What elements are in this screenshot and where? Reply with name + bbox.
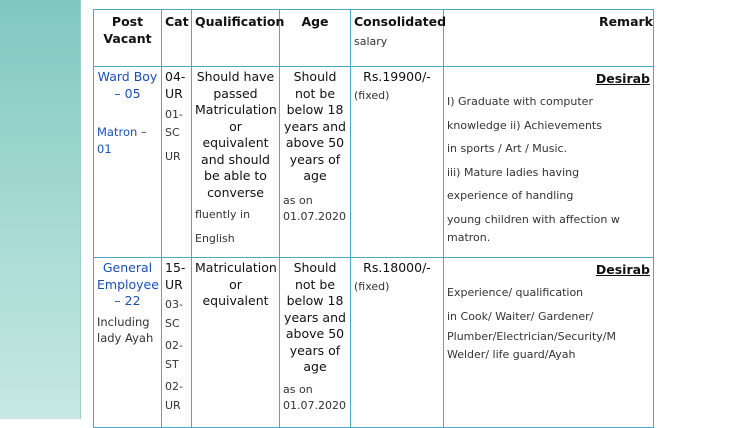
age-cell xyxy=(280,258,351,428)
remark-cell xyxy=(444,258,654,428)
remark-cell xyxy=(444,67,654,258)
salary-fixed: (fixed) xyxy=(354,279,390,293)
remark-line: I) Graduate with computer xyxy=(447,95,593,108)
table-header-row xyxy=(94,10,654,67)
remark-line: knowledge ii) Achievements xyxy=(447,118,602,132)
post-cell xyxy=(94,67,162,258)
remark-line: young children with affection w xyxy=(447,212,620,226)
remark-line: matron. xyxy=(447,231,491,244)
cat-line: ST xyxy=(165,358,179,371)
header-age: Age xyxy=(280,10,351,67)
qualification-text: Should have passed Matriculation or equivalent and should be able to converse xyxy=(195,69,277,200)
table-row xyxy=(94,67,654,258)
qualification-text: Matriculation or equivalent xyxy=(195,260,277,308)
header-post-vacant: Post Vacant xyxy=(94,10,162,67)
cat-line: 02- xyxy=(165,339,183,352)
age-cell xyxy=(280,67,351,258)
remark-line: Welder/ life guard/Ayah xyxy=(447,348,576,361)
header-salary-top: Consolidated xyxy=(354,14,447,29)
remark-line: Experience/ qualification xyxy=(447,286,584,299)
cat-line: 02- xyxy=(165,380,183,393)
remark-line: Plumber/Electrician/Security/M xyxy=(447,330,616,343)
qualification-english: English xyxy=(195,232,235,245)
age-date: 01.07.2020 xyxy=(283,209,346,223)
cat-main: 04-UR xyxy=(165,69,186,101)
salary-cell xyxy=(351,67,444,258)
age-date: 01.07.2020 xyxy=(283,398,346,412)
age-text: Should not be below 18 years and above 50 years of age xyxy=(284,260,346,374)
remark-line: experience of handling xyxy=(447,189,574,202)
qualification-cell xyxy=(192,258,280,428)
qualification-cell xyxy=(192,67,280,258)
salary-amount: Rs.18000/- xyxy=(363,260,431,275)
salary-fixed: (fixed) xyxy=(354,88,390,102)
header-salary xyxy=(351,10,447,67)
desirable-heading: Desirab xyxy=(595,262,650,277)
salary-cell xyxy=(351,258,444,428)
cat-cell xyxy=(162,258,192,428)
post-title: General Employee – 22 xyxy=(97,260,159,308)
header-remark: Remark xyxy=(444,10,654,67)
table-row xyxy=(94,258,654,428)
header-qualification: Qualification xyxy=(192,10,280,67)
cat-ur: UR xyxy=(165,150,181,163)
cat-cell xyxy=(162,67,192,258)
cat-line: SC xyxy=(165,317,180,330)
header-cat: Cat xyxy=(162,10,192,67)
age-text: Should not be below 18 years and above 50 years of age xyxy=(284,69,346,183)
post-cell xyxy=(94,258,162,428)
remark-line: in Cook/ Waiter/ Gardener/ xyxy=(447,309,594,323)
remark-line: in sports / Art / Music. xyxy=(447,142,568,155)
remark-line: iii) Mature ladies having xyxy=(447,165,580,179)
cat-line: 03- xyxy=(165,298,183,311)
salary-amount: Rs.19900/- xyxy=(363,69,431,84)
header-salary-bottom: salary xyxy=(354,34,388,48)
cat-line: UR xyxy=(165,399,181,412)
cat-sc: 01-SC xyxy=(165,108,183,139)
age-as-on: as on xyxy=(283,382,313,396)
vacancy-table xyxy=(93,9,654,428)
age-as-on: as on xyxy=(283,193,313,207)
post-subtitle: Matron – 01 xyxy=(97,125,147,156)
desirable-heading: Desirab xyxy=(595,71,650,86)
post-subtitle: Including lady Ayah xyxy=(97,314,154,345)
page-content xyxy=(81,0,653,419)
left-sidebar xyxy=(0,0,81,419)
post-title: Ward Boy – 05 xyxy=(97,69,158,101)
cat-main: 15-UR xyxy=(165,260,186,292)
qualification-fluently: fluently in xyxy=(195,208,251,221)
